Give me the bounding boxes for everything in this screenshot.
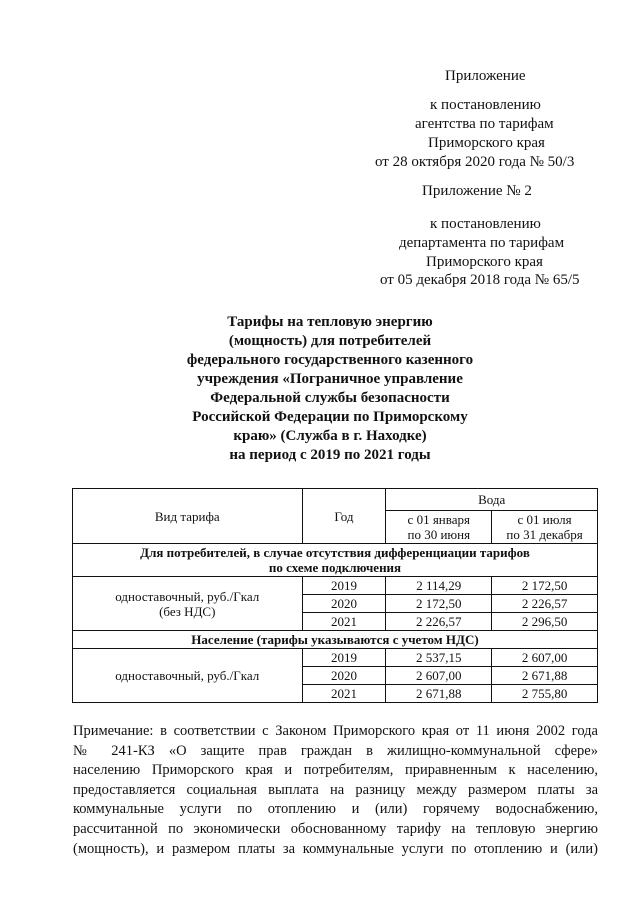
year-cell: 2020: [302, 667, 386, 685]
period-1-line: с 01 января: [407, 512, 470, 527]
note-line: коммунальные услуги по отоплению и (или) горячему водоснабжению,: [73, 801, 598, 818]
tariff-type-cell: одноставочный, руб./Гкал: [73, 649, 303, 703]
note-line: Примечание: в соответствии с Законом Приморского края от 11 июня 2002 года: [73, 723, 598, 739]
document-title: [120, 313, 540, 465]
value-cell: 2 172,50: [386, 595, 492, 613]
section-row: [73, 544, 598, 577]
appendix-2-line: к постановлению: [430, 216, 541, 232]
section-1-line: по схеме подключения: [268, 560, 402, 575]
value-cell: 2 671,88: [492, 667, 598, 685]
value-cell: 2 296,50: [492, 613, 598, 631]
value-cell: 2 226,57: [386, 613, 492, 631]
value-cell: 2 755,80: [492, 685, 598, 703]
header-period-2: [492, 511, 598, 544]
year-cell: 2021: [302, 685, 386, 703]
table-row: [73, 577, 598, 595]
title-line: Российской Федерации по Приморскому: [192, 409, 468, 425]
period-2-line: по 31 декабря: [506, 527, 583, 542]
title-line: Федеральной службы безопасности: [210, 390, 450, 406]
appendix-2-line: от 05 декабря 2018 года № 65/5: [380, 272, 580, 288]
year-cell: 2020: [302, 595, 386, 613]
tariff-type-cell: [73, 577, 303, 631]
value-cell: 2 226,57: [492, 595, 598, 613]
note-line: населению Приморского края и потребителям, приравненным к населению,: [73, 762, 598, 779]
title-line: краю» (Служба в г. Находке): [233, 428, 427, 444]
table-row: [73, 649, 598, 667]
tariff-type-line: (без НДС): [159, 603, 216, 619]
title-line: Тарифы на тепловую энергию: [227, 314, 433, 330]
value-cell: 2 537,15: [386, 649, 492, 667]
title-line: федерального государственного казенного: [186, 352, 474, 368]
period-1-line: по 30 июня: [407, 527, 471, 542]
appendix-2-line: Приморского края: [426, 254, 543, 270]
title-line: на период с 2019 по 2021 годы: [229, 447, 431, 463]
note-line: предоставляется социальная выплата на разницу между размером платы за: [73, 781, 598, 798]
value-cell: 2 671,88: [386, 685, 492, 703]
appendix-2-line: департамента по тарифам: [399, 235, 565, 251]
note-line: № 241-КЗ «О защите прав граждан в жилищно-коммунальной сфере»: [73, 742, 598, 759]
year-cell: 2019: [302, 649, 386, 667]
header-year: Год: [302, 489, 386, 544]
note-line: (мощность), и размером платы за коммунальные услуги по отоплению и (или): [73, 840, 598, 857]
section-1-heading: [73, 544, 598, 577]
title-line: (мощность) для потребителей: [228, 333, 432, 349]
table-header-row: [73, 489, 598, 511]
section-2-heading: Население (тарифы указываются с учетом НДС): [73, 631, 598, 649]
header-tariff-type: Вид тарифа: [73, 489, 303, 544]
appendix-2-title: Приложение № 2: [422, 183, 532, 199]
note-paragraph: [73, 722, 598, 859]
year-cell: 2019: [302, 577, 386, 595]
period-2-line: с 01 июля: [517, 512, 572, 527]
value-cell: 2 172,50: [492, 577, 598, 595]
tariff-table: [72, 488, 598, 703]
year-cell: 2021: [302, 613, 386, 631]
note-line: рассчитанной по экономически обоснованному тарифу на тепловую энергию: [73, 820, 598, 837]
value-cell: 2 114,29: [386, 577, 492, 595]
appendix-1-line: агентства по тарифам: [415, 116, 554, 132]
value-cell: 2 607,00: [386, 667, 492, 685]
section-row: [73, 631, 598, 649]
header-water: Вода: [386, 489, 598, 511]
appendix-1-title: Приложение: [445, 68, 526, 84]
value-cell: 2 607,00: [492, 649, 598, 667]
appendix-1-line: к постановлению: [430, 97, 541, 113]
appendix-1-line: от 28 октября 2020 года № 50/3: [375, 154, 575, 170]
tariff-type-line: одноставочный, руб./Гкал: [115, 588, 260, 604]
header-period-1: [386, 511, 492, 544]
section-1-line: Для потребителей, в случае отсутствия дифференциации тарифов: [140, 545, 530, 560]
title-line: учреждения «Пограничное управление: [197, 371, 463, 387]
appendix-1-line: Приморского края: [428, 135, 545, 151]
